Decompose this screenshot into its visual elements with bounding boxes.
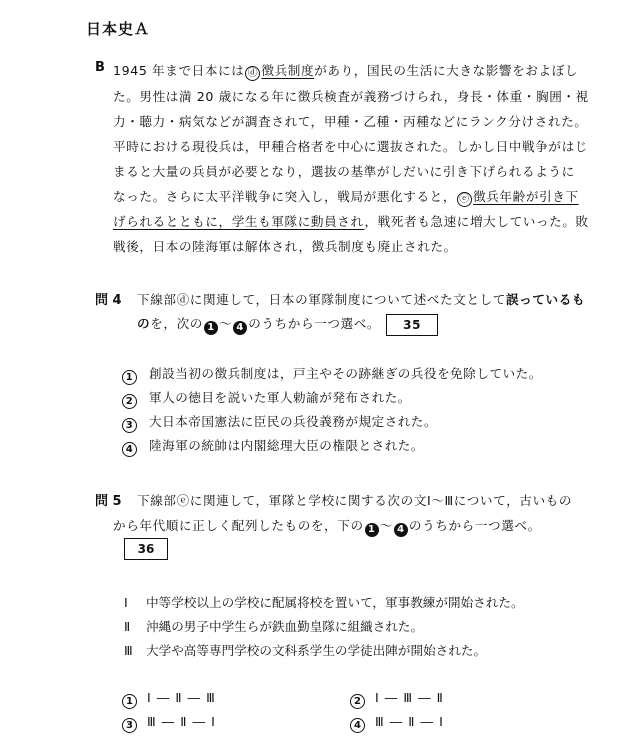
- passage-line: 力・聴力・病気などが調査されて，甲種・乙種・丙種などにランク分けされた。: [113, 114, 588, 129]
- answer-option-2[interactable]: 2 Ⅰ ― Ⅲ ― Ⅱ: [350, 690, 444, 709]
- passage-line: [113, 186, 579, 207]
- statement-1: Ⅰ 中等学校以上の学校に配属将校を置いて，軍事教練が開始された。: [124, 595, 524, 610]
- page-title: 日本史Ａ: [86, 20, 151, 38]
- section-label: B: [95, 60, 105, 75]
- passage-line: 平時における現役兵は，甲種合格者を中心に選抜された。しかし日中戦争がはじ: [113, 139, 588, 154]
- passage-text: 1945 年まで日本には: [113, 63, 245, 78]
- passage-text: ，戦死者も急速に増大していった。敗: [364, 214, 589, 229]
- choice-2[interactable]: 2 軍人の徳目を説いた軍人勅諭が発布された。: [122, 387, 411, 409]
- passage-text: があり，国民の生活に大きな影響をおよぼし: [314, 63, 579, 78]
- passage-line: まると大量の兵員が必要となり，選抜の基準がしだいに引き下げられるように: [113, 164, 575, 179]
- marker-e: ⓔ: [457, 192, 472, 207]
- underlined-text: 徴兵年齢が引き下: [473, 189, 579, 204]
- choice-4[interactable]: 4 陸海軍の統帥は内閣総理大臣の権限とされた。: [122, 435, 424, 457]
- answer-option-1[interactable]: 1 Ⅰ ― Ⅱ ― Ⅲ: [122, 690, 216, 709]
- marker-d: ⓓ: [245, 66, 260, 81]
- answer-box-36[interactable]: 36: [124, 538, 168, 560]
- answer-option-3[interactable]: 3 Ⅲ ― Ⅱ ― Ⅰ: [122, 714, 216, 733]
- question-5-text: 下線部ⓔに関連して，軍隊と学校に関する次の文Ⅰ〜Ⅲについて，古いもの: [137, 493, 573, 508]
- answer-box-35[interactable]: 35: [386, 314, 438, 336]
- question-4-text: のを，次の 1 〜 4 のうちから一つ選べ。 35: [137, 313, 438, 336]
- choice-1[interactable]: 1 創設当初の徴兵制度は，戸主やその跡継ぎの兵役を免除していた。: [122, 363, 542, 385]
- question-5-label: 問 5: [95, 494, 122, 509]
- passage-text: なった。さらに太平洋戦争に突入し，戦局が悪化すると，: [113, 189, 457, 204]
- question-5-text: から年代順に正しく配列したものを，下の 1 〜 4 のうちから一つ選べ。: [113, 518, 541, 535]
- question-4-text: 下線部ⓓに関連して，日本の軍隊制度について述べた文として誤っているも: [137, 292, 586, 307]
- passage-line: [113, 211, 589, 230]
- passage-line: た。男性は満 20 歳になる年に徴兵検査が義務づけられ，身長・体重・胸囲・視: [113, 89, 589, 104]
- statement-3: Ⅲ 大学や高等専門学校の文科系学生の学徒出陣が開始された。: [124, 643, 487, 658]
- passage-line: [113, 60, 578, 81]
- statement-2: Ⅱ 沖縄の男子中学生らが鉄血勤皇隊に組織された。: [124, 619, 424, 634]
- choice-3[interactable]: 3 大日本帝国憲法に臣民の兵役義務が規定された。: [122, 411, 437, 433]
- underlined-text: げられるとともに，学生も軍隊に動員され: [113, 214, 365, 229]
- answer-option-4[interactable]: 4 Ⅲ ― Ⅱ ― Ⅰ: [350, 714, 444, 733]
- question-4-label: 問 4: [95, 293, 122, 308]
- underlined-text: 徴兵制度: [261, 63, 315, 78]
- passage-line: 戦後，日本の陸海軍は解体され，徴兵制度も廃止された。: [113, 239, 457, 254]
